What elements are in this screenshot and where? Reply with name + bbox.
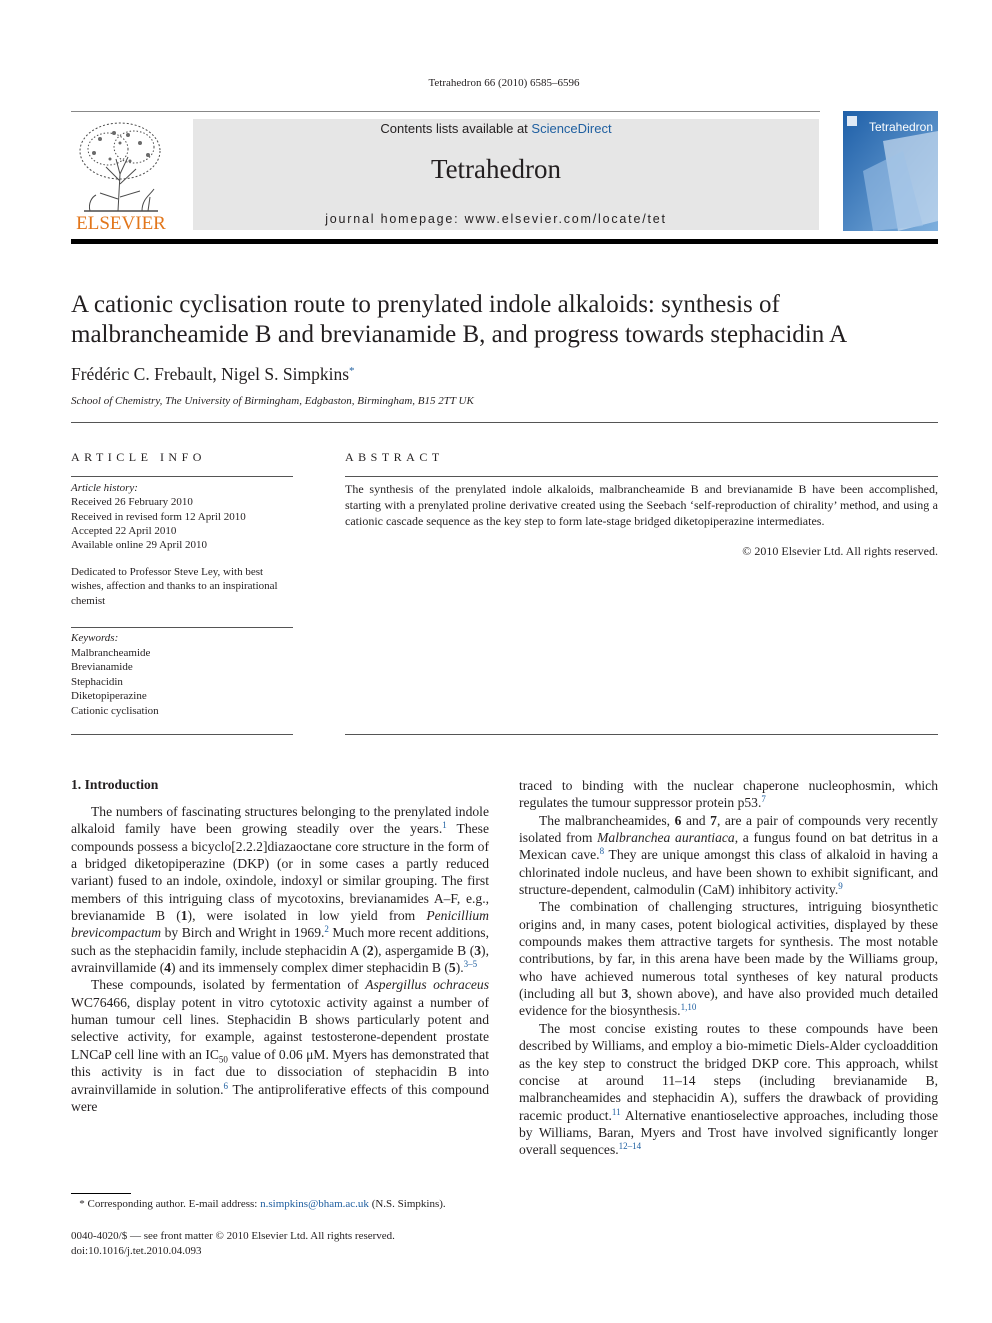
citation-reference[interactable]: 7 xyxy=(761,794,766,805)
history-label: Article history: xyxy=(71,482,138,494)
journal-name: Tetrahedron xyxy=(430,154,562,184)
text-run: WC76466, display potent in vitro cytotoxic activity against a number of human tumour cell lines. Stephacidin B shows particularly potent and selective activity, for example, against testosterone-dependent prostate LNCaP cell line with an IC xyxy=(71,994,489,1062)
keyword: Brevianamide xyxy=(71,661,133,673)
text-run: by Birch and Wright in 1969. xyxy=(161,925,325,941)
compound-number: 5 xyxy=(448,960,456,976)
keyword: Cationic cyclisation xyxy=(71,704,159,717)
abstract-heading: ABSTRACT xyxy=(345,450,444,464)
text-run: Alternative enantioselective approaches, including those by Williams, Baran, Myers and Trost have involved significantly longer overall sequences. xyxy=(519,1107,939,1158)
paragraph xyxy=(519,1020,938,1159)
compound-number: 3 xyxy=(474,942,482,958)
header-top-rule xyxy=(71,111,820,112)
history-revised: Received in revised form 12 April 2010 xyxy=(71,510,246,523)
citation-reference[interactable]: 1 xyxy=(442,820,447,831)
text-run: 50 xyxy=(218,1054,228,1065)
keyword: Stephacidin xyxy=(71,675,123,688)
text-run: The numbers of fascinating structures belonging to the prenylated indole alkaloid family have been growing steadily over the years. xyxy=(71,804,489,837)
journal-cover-image xyxy=(843,111,938,231)
text-run: They are unique amongst this class of alkaloid in having a chlorinated indole nucleus, and have been shown to exhibit significant, and structure-dependent, calmodulin (CaM) inhibitory activity. xyxy=(519,847,938,898)
history-online: Available online 29 April 2010 xyxy=(71,539,208,552)
citation-reference[interactable]: 2 xyxy=(324,924,329,935)
citation-reference[interactable]: 12–14 xyxy=(618,1141,642,1152)
paragraph xyxy=(71,976,489,1115)
keyword: Malbrancheamide xyxy=(71,646,151,659)
text-run: Aspergillus ochraceus xyxy=(365,977,489,993)
text-run: , shown above), and have also provided much detailed evidence for the biosynthesis. xyxy=(519,986,939,1019)
text-run: , are a pair of compounds very recently isolated from xyxy=(519,812,938,846)
body-column-right xyxy=(519,777,938,1159)
abstract-copyright: © 2010 Elsevier Ltd. All rights reserved. xyxy=(742,544,938,558)
compound-number: 2 xyxy=(366,942,374,958)
text-run: , a fungus found on bat detritus in a Mexican cave. xyxy=(519,830,938,863)
dedication: Dedicated to Professor Steve Ley, with best wishes, affection and thanks to an inspirational chemist xyxy=(71,566,278,607)
text-run: Penicillium brevicompactum xyxy=(71,908,489,941)
contents-available-line: Contents lists available at ScienceDirect xyxy=(380,121,612,136)
citation-reference[interactable]: 1,10 xyxy=(680,1002,697,1013)
journal-homepage-link[interactable]: journal homepage: www.elsevier.com/locate/tet xyxy=(325,212,667,226)
footnote-rule xyxy=(71,1193,131,1194)
keyword: Diketopiperazine xyxy=(71,690,147,702)
compound-number: 4 xyxy=(164,960,172,976)
text-run: Malbranchea aurantiaca xyxy=(597,830,735,846)
author-email-link[interactable]: n.simpkins@bham.ac.uk xyxy=(260,1198,369,1210)
paragraph xyxy=(519,777,938,812)
text-run: traced to binding with the nuclear chaperone nucleophosmin, which regulates the tumour suppressor protein p53. xyxy=(519,778,938,811)
keywords-rule xyxy=(71,627,293,628)
history-received: Received 26 February 2010 xyxy=(71,496,193,509)
text-run: The most concise existing routes to these compounds have been described by Williams, and employ a bio-mimetic Diels-Alder cycloaddition as the key step to construct the bridged DKP core. This approach, whilst concise at around 11–14 steps (including brevianamide B, malbrancheamides and stephacidin A), suffers the drawback of providing racemic product. xyxy=(519,1020,938,1123)
cover-image xyxy=(843,111,938,231)
issn-line: 0040-4020/$ — see front matter © 2010 Elsevier Ltd. All rights reserved. xyxy=(71,1230,395,1242)
doi[interactable]: doi:10.1016/j.tet.2010.04.093 xyxy=(71,1244,202,1257)
paragraph xyxy=(71,803,489,976)
history-accepted: Accepted 22 April 2010 xyxy=(71,524,177,537)
issn-block xyxy=(71,1229,395,1258)
citation-reference[interactable]: 6 xyxy=(223,1080,228,1091)
text-run: ). xyxy=(455,960,464,976)
text-run: These compounds possess a bicyclo[2.2.2]diazaoctane core structure in the form of a bridged diketopiperazine (DKP) (or in some cases a partly reduced variant) fused to an indole, oxindole, indoxyl or similar grouping. The first members of this intriguing class of mycotoxins, brevianamides A–F, e.g., brevianamide B ( xyxy=(71,821,489,924)
paragraph xyxy=(519,898,938,1019)
article-info-rule xyxy=(71,476,293,477)
sciencedirect-link[interactable]: ScienceDirect xyxy=(531,121,612,136)
keywords-label: Keywords: xyxy=(71,632,119,644)
compound-number: 1 xyxy=(180,908,188,924)
affiliation: School of Chemistry, The University of Birmingham, Edgbaston, Birmingham, B15 2TT UK xyxy=(71,395,474,407)
title-rule xyxy=(71,422,938,423)
text-run: ) and its immensely complex dimer stephacidin B ( xyxy=(171,960,449,976)
citation-reference[interactable]: 3–5 xyxy=(463,959,478,970)
text-run: ), aspergamide B ( xyxy=(373,942,475,958)
svg-text:ELSEVIER: ELSEVIER xyxy=(76,213,166,231)
article-info-heading: ARTICLE INFO xyxy=(71,450,206,464)
text-run: and xyxy=(681,812,711,828)
text-run: value of 0.06 μM. Myers has demonstrated that this activity is in fact due to dissociation of stephacidin B into avrainvillamide in solution. xyxy=(71,1046,489,1097)
text-run: ), were isolated in low yield from xyxy=(187,908,427,924)
corresponding-author-footnote: * Corresponding author. E-mail address: n.simpkins@bham.ac.uk (N.S. Simpkins). xyxy=(79,1198,446,1210)
text-run: The combination of challenging structures, intriguing biosynthetic origins and, in many cases, potent biological activities, displayed by these compounds makes them attractive targets for synthesis. The most notable contributions, by far, in this arena have been made by the Williams group, who have achieved numerous total syntheses of key natural products (including all but xyxy=(519,899,938,1002)
keywords xyxy=(71,631,293,718)
author-list: Frédéric C. Frebault, Nigel S. Simpkins* xyxy=(71,364,355,384)
article-info-bottom-rule xyxy=(71,734,293,735)
abstract-text: The synthesis of the prenylated indole alkaloids, malbrancheamide B and brevianamide B have been accomplished, starting with a prenylated proline derivative created using the Seebach ‘self-reproduction of chirality’ method, and using a cationic cascade sequence as the key step to form late-stage bridged diketopiperazine intermediates. xyxy=(345,482,938,528)
abstract-rule xyxy=(345,476,938,477)
citation-reference[interactable]: 11 xyxy=(611,1106,621,1117)
article-title: A cationic cyclisation route to prenylated indole alkaloids: synthesis of malbrancheamide B and brevianamide B, and progress towards stephacidin A xyxy=(71,291,848,348)
corresponding-author-mark[interactable]: * xyxy=(349,365,355,377)
citation-reference[interactable]: 9 xyxy=(838,881,843,892)
journal-citation: Tetrahedron 66 (2010) 6585–6596 xyxy=(428,77,580,89)
text-run: These compounds, isolated by fermentation of xyxy=(91,977,366,993)
paragraph xyxy=(519,812,938,899)
compound-number: 3 xyxy=(621,986,629,1002)
text-run: The antiproliferative effects of this compound were xyxy=(71,1081,489,1114)
header-thick-rule xyxy=(71,239,938,244)
citation-reference[interactable]: 8 xyxy=(599,846,605,857)
compound-number: 6 xyxy=(674,812,682,828)
compound-number: 7 xyxy=(710,812,717,828)
text-run: Much more recent additions, such as the stephacidin family, include stephacidin A ( xyxy=(71,925,489,958)
article-history xyxy=(71,481,293,552)
text-run: ), avrainvillamide ( xyxy=(71,942,489,976)
text-run: The malbrancheamides, xyxy=(539,812,675,828)
abstract-bottom-rule xyxy=(345,734,938,735)
body-column-left xyxy=(71,803,489,1115)
section-heading: 1. Introduction xyxy=(71,777,159,792)
svg-text:Tetrahedron: Tetrahedron xyxy=(868,120,934,134)
